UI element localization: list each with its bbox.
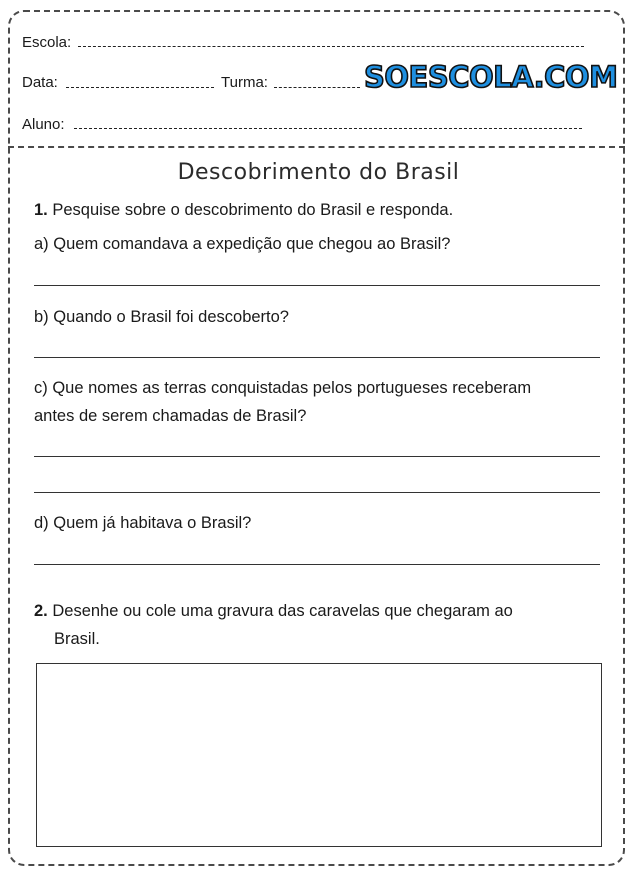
escola-label: Escola: [22, 34, 72, 51]
worksheet-title: Descobrimento do Brasil [177, 160, 460, 185]
question-2-number: 2. [34, 602, 48, 620]
answer-line-1d[interactable] [34, 564, 600, 565]
turma-label: Turma: [221, 74, 268, 91]
question-1-number: 1. [34, 201, 48, 219]
answer-line-1c-2[interactable] [34, 492, 600, 493]
question-1d: d) Quem já habitava o Brasil? [34, 514, 252, 532]
data-field[interactable] [66, 87, 214, 88]
question-1b: b) Quando o Brasil foi descoberto? [34, 308, 289, 326]
data-label: Data: [22, 74, 58, 91]
escola-field[interactable] [78, 46, 584, 47]
soescola-logo: SOESCOLA.COM [364, 60, 618, 94]
question-2 [34, 601, 513, 621]
question-1 [34, 200, 453, 220]
drawing-box[interactable] [36, 663, 602, 847]
turma-field[interactable] [274, 87, 360, 88]
question-1c-line1: c) Que nomes as terras conquistadas pelos portugueses receberam [34, 379, 532, 397]
header-divider [8, 146, 625, 148]
answer-line-1c-1[interactable] [34, 456, 600, 457]
question-1a: a) Quem comandava a expedição que chegou ao Brasil? [34, 235, 451, 253]
question-1-text: Pesquise sobre o descobrimento do Brasil e responda. [52, 201, 454, 219]
aluno-field[interactable] [74, 128, 582, 129]
question-2-text-line2: Brasil. [54, 630, 100, 648]
question-1c-line2: antes de serem chamadas de Brasil? [34, 407, 307, 425]
aluno-label: Aluno: [22, 116, 65, 133]
answer-line-1b[interactable] [34, 357, 600, 358]
question-2-text: Desenhe ou cole uma gravura das caravelas que chegaram ao [52, 602, 513, 620]
answer-line-1a[interactable] [34, 285, 600, 286]
